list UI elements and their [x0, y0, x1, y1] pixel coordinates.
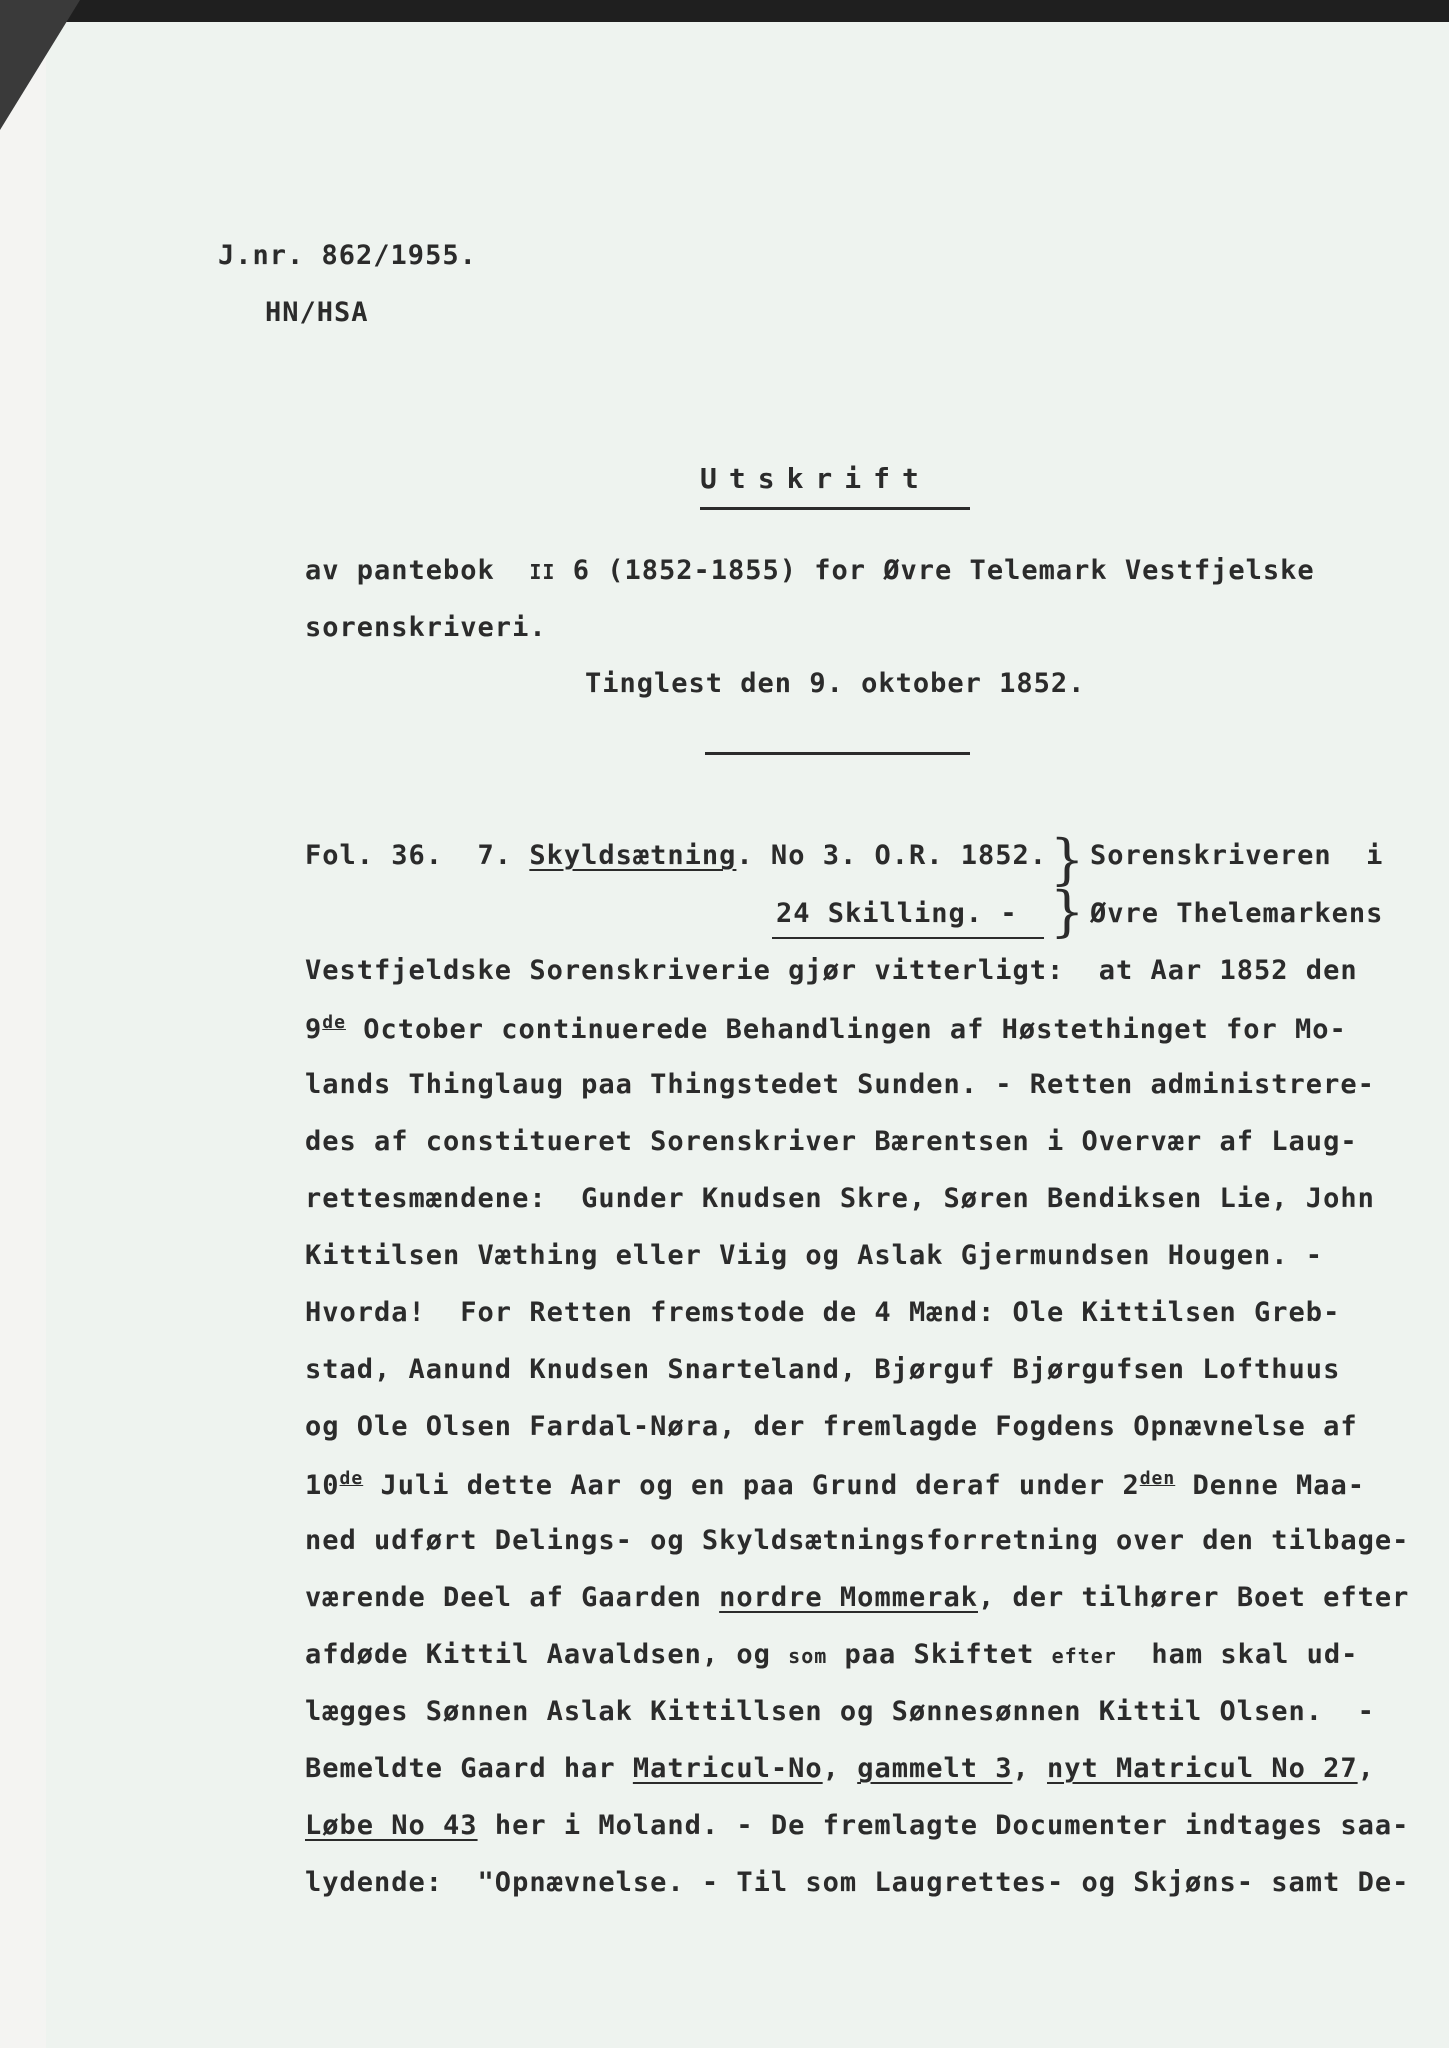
body-line-16: Løbe No 43 her i Moland. - De fremlagte Documenter indtages saa-	[305, 1810, 1410, 1841]
body-line-14: lægges Sønnen Aslak Kittillsen og Sønnesønnen Kittil Olsen. -	[305, 1696, 1375, 1727]
section-divider	[705, 752, 970, 755]
body-line-7: Hvorda! For Retten fremstode de 4 Mænd: Ole Kittilsen Greb-	[305, 1297, 1341, 1328]
body-line-15: Bemeldte Gaard har Matricul-No, gammelt 3, nyt Matricul No 27,	[305, 1753, 1375, 1784]
scan-top-edge	[0, 0, 1449, 22]
intro-line-2: sorenskriveri.	[305, 612, 547, 643]
title-underline	[700, 507, 970, 510]
entry-fee: 24 Skilling. -	[776, 898, 1018, 929]
body-line-9: og Ole Olsen Fardal-Nøra, der fremlagde Fogdens Opnævnelse af	[305, 1411, 1358, 1442]
entry-side-2: Øvre Thelemarkens	[1090, 898, 1384, 929]
body-line-10: 10de Juli dette Aar og en paa Grund deraf under $2^{den}$ Denne Maa-	[305, 1468, 1366, 1501]
body-line-12: værende Deel af Gaarden nordre Mommerak, der tilhører Boet efter	[305, 1582, 1410, 1613]
body-line-5: rettesmændene: Gunder Knudsen Skre, Søren Bendiksen Lie, John	[305, 1183, 1375, 1214]
brace-lower: }	[1050, 880, 1085, 943]
entry-side-1: Sorenskriveren i	[1090, 840, 1384, 871]
body-line-2: 9de October continuerede Behandlingen af Høstethinget for Mo-	[305, 1012, 1347, 1045]
body-line-4: des af constitueret Sorenskriver Bærentsen i Overvær af Laug-	[305, 1126, 1358, 1157]
body-line-17: lydende: "Opnævnelse. - Til som Laugrettes- og Skjøns- samt De-	[305, 1867, 1410, 1898]
body-line-3: lands Thinglaug paa Thingstedet Sunden. - Retten administrere-	[305, 1069, 1375, 1100]
journal-number: J.nr. 862/1955.	[218, 240, 477, 271]
body-line-13: afdøde Kittil Aavaldsen, og som paa Skiftet efter ham skal ud-	[305, 1639, 1359, 1670]
registration-date: Tinglest den 9. oktober 1852.	[585, 668, 1086, 699]
brace-upper: }	[1050, 828, 1085, 891]
body-line-11: ned udført Delings- og Skyldsætningsforretning over den tilbage-	[305, 1525, 1410, 1556]
body-line-6: Kittilsen Væthing eller Viig og Aslak Gjermundsen Hougen. -	[305, 1240, 1324, 1271]
scan-left-edge	[0, 0, 46, 2048]
initials: HN/HSA	[265, 297, 369, 328]
entry-heading: Fol. 36. 7. Skyldsætning. No 3. O.R. 1852.	[305, 840, 1048, 871]
document-title: Utskrift	[700, 462, 931, 495]
body-line-1: Vestfjeldske Sorenskriverie gjør vitterligt: at Aar 1852 den	[305, 955, 1358, 986]
intro-line-1: av pantebok II 6 (1852-1855) for Øvre Telemark Vestfjelske	[305, 555, 1315, 586]
entry-fee-underline	[772, 937, 1044, 939]
folded-corner	[0, 0, 80, 130]
body-line-8: stad, Aanund Knudsen Snarteland, Bjørguf Bjørgufsen Lofthuus	[305, 1354, 1341, 1385]
